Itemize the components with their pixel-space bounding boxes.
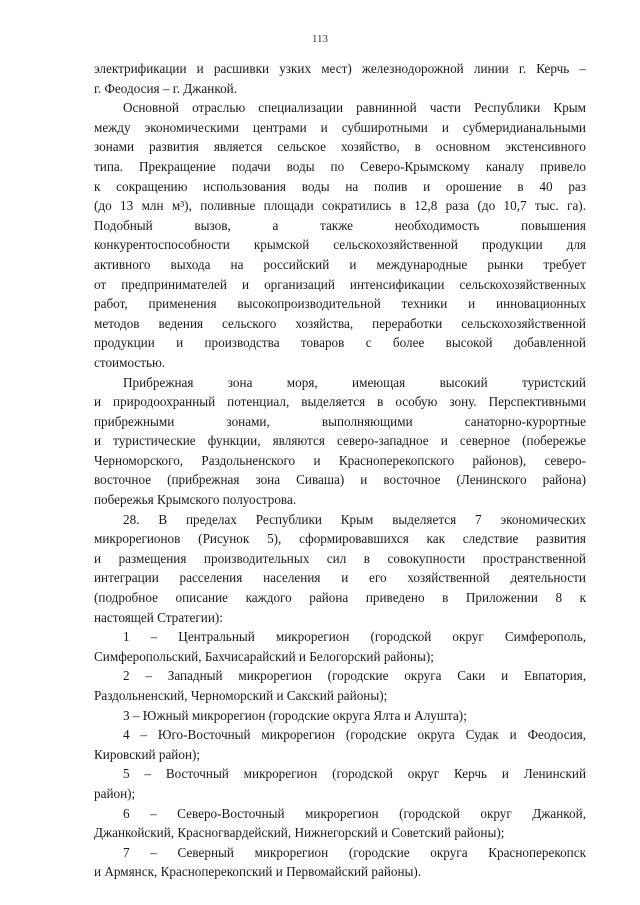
paragraph — [94, 725, 586, 764]
text-line: конкурентоспособности крымской сельскохозяйственной продукции для — [94, 237, 586, 253]
paragraph — [94, 627, 586, 666]
text-line: 3 – Южный микрорегион (городские округа Ялта и Алушта); — [123, 707, 467, 723]
paragraph — [94, 706, 586, 726]
text-line: и Армянск, Красноперекопский и Первомайский районы). — [94, 864, 422, 880]
text-line: к сокращению использования воды на полив и орошение в 40 раз — [94, 178, 586, 194]
text-line: 4 – Юго-Восточный микрорегион (городские округа Судак и Феодосия, — [123, 727, 586, 743]
text-line: Джанкойский, Красногвардейский, Нижнегорский и Советский районы); — [94, 825, 505, 841]
text-line: интеграции расселения населения и его хозяйственной деятельности — [94, 570, 586, 586]
text-line: работ, применения высокопроизводительной техники и инновационных — [94, 296, 586, 312]
text-line: типа. Прекращение подачи воды по Северо-Крымскому каналу привело — [94, 158, 586, 174]
text-line: район); — [94, 785, 136, 801]
body-text — [94, 59, 586, 882]
text-line: Черноморского, Раздольненского и Красноперекопского районов), северо- — [94, 452, 586, 468]
text-line: от предпринимателей и организаций интенсификации сельскохозяйственных — [94, 276, 586, 292]
text-line: Кировский район); — [94, 746, 201, 762]
text-line: продукции и производства товаров с более высокой добавленной — [94, 335, 586, 351]
text-line: активного выхода на российский и международные рынки требует — [94, 256, 586, 272]
paragraph — [94, 764, 586, 803]
paragraph — [94, 804, 586, 843]
text-line: побережья Крымского полуострова. — [94, 492, 297, 508]
paragraph — [94, 59, 586, 98]
paragraph — [94, 98, 586, 372]
text-line: 28. В пределах Республики Крым выделяется 7 экономических — [123, 511, 586, 527]
text-line: микрорегионов (Рисунок 5), сформировавшихся как следствие развития — [94, 531, 586, 547]
text-line: зонами развития является сельское хозяйство, в основном экстенсивного — [94, 139, 586, 155]
text-line: 6 – Северо-Восточный микрорегион (городской округ Джанкой, — [123, 805, 586, 821]
text-line: стоимостью. — [94, 354, 166, 370]
text-line: 1 – Центральный микрорегион (городской округ Симферополь, — [123, 629, 586, 645]
text-line: между экономическими центрами и субширотными и субмеридианальными — [94, 119, 586, 135]
paragraph — [94, 373, 586, 510]
text-line: Прибрежная зона моря, имеющая высокий туристский — [123, 374, 586, 390]
text-line: восточное (прибрежная зона Сиваша) и восточное (Ленинского района) — [94, 472, 586, 488]
text-line: Симферопольский, Бахчисарайский и Белогорский районы); — [94, 648, 434, 664]
page-number: 113 — [311, 33, 329, 45]
text-line: настоящей Стратегии): — [94, 609, 223, 625]
text-line: 2 – Западный микрорегион (городские округа Саки и Евпатория, — [123, 668, 586, 684]
text-line: и природоохранный потенциал, выделяется в особую зону. Перспективными — [94, 394, 586, 410]
text-line: методов ведения сельского хозяйства, переработки сельскохозяйственной — [94, 315, 586, 331]
text-line: электрификации и расшивки узких мест) железнодорожной линии г. Керчь – — [94, 61, 586, 76]
text-line: и туристические функции, являются северо-западное и северное (побережье — [94, 433, 586, 449]
text-line: 5 – Восточный микрорегион (городской округ Керчь и Ленинский — [123, 766, 586, 782]
text-line: Подобный вызов, а также необходимость повышения — [94, 217, 586, 233]
paragraph — [94, 843, 586, 882]
text-line: 7 – Северный микрорегион (городские округа Красноперекопск — [123, 844, 586, 860]
text-line: прибрежными зонами, выполняющими санаторно-курортные — [94, 413, 586, 429]
text-line: г. Феодосия – г. Джанкой. — [94, 80, 238, 96]
text-line: (до 13 млн м³), поливные площади сократились в 12,8 раза (до 10,7 тыс. га). — [94, 198, 586, 214]
paragraph — [94, 666, 586, 705]
text-line: Раздольненский, Черноморский и Сакский районы); — [94, 688, 388, 703]
text-line: Основной отраслью специализации равнинной части Республики Крым — [123, 100, 586, 116]
text-line: и размещения производительных сил в совокупности пространственной — [94, 550, 586, 566]
paragraph — [94, 510, 586, 628]
text-line: (подробное описание каждого района приведено в Приложении 8 к — [94, 590, 586, 606]
